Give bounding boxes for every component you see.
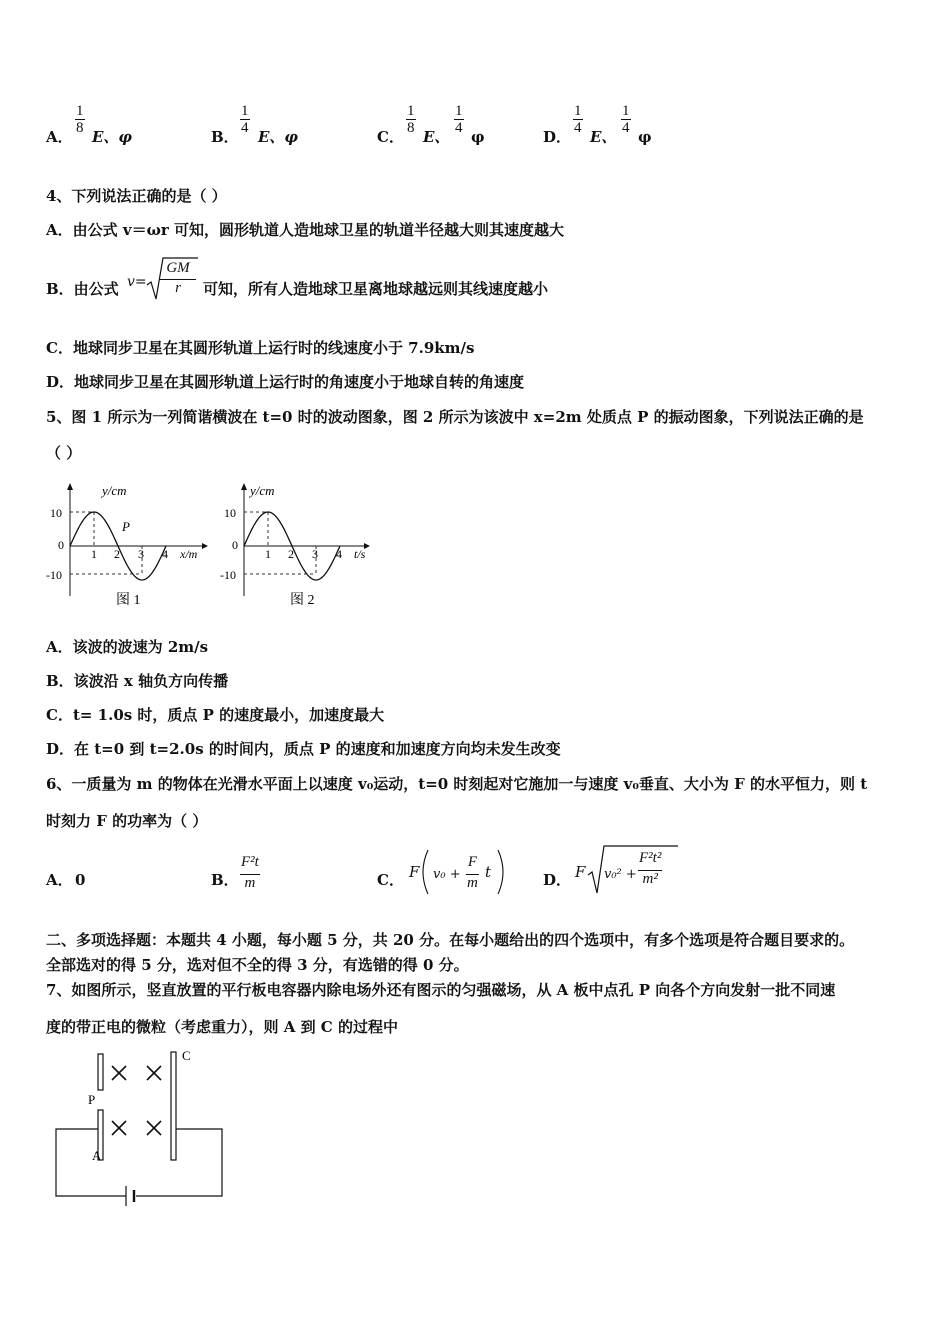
q3-option-b-text: E、φ [258, 128, 299, 146]
q3-option-a-label: A． [46, 128, 73, 146]
fig1-xtick-2: 2 [114, 547, 120, 561]
fig2-xtick-3: 3 [312, 547, 318, 561]
q6-b-numerator: F²t [241, 854, 259, 870]
q3-option-d-fraction-1 [573, 103, 583, 136]
fig2-ylabel: y/cm [250, 483, 275, 498]
q6-d-v0: v₀² + [604, 867, 637, 882]
q6-option-c-label: C． [377, 871, 404, 889]
q6-d-F: F [575, 863, 586, 881]
fig2-ytick-mid: 0 [232, 538, 238, 552]
circuit-wire-right [136, 1129, 222, 1196]
q4-option-a: A．由公式 v＝ωr 可知，圆形轨道人造地球卫星的轨道半径越大则其速度越大 [46, 221, 564, 239]
q3-option-a-fraction [75, 103, 85, 136]
q6-option-d-fraction [638, 850, 662, 887]
q3-option-c-label: C． [377, 128, 404, 146]
fig1-xlabel: x/m [180, 547, 198, 561]
q5-figure-2 [214, 478, 384, 613]
label-c: C [182, 1048, 191, 1063]
plate-c [171, 1052, 176, 1160]
fig1-xtick-1: 1 [91, 547, 97, 561]
q3-option-b-fraction [240, 103, 250, 136]
magnetic-field-icon [112, 1066, 161, 1135]
fig2-y-arrow-icon [241, 483, 247, 490]
fig1-ytick-bot: -10 [46, 568, 62, 582]
q6-option-c-fraction [466, 854, 479, 891]
section-2-line1: 二、多项选择题：本题共 4 小题，每小题 5 分，共 20 分。在每小题给出的四个选项中，有多个选项是符合题目要求的。 [46, 931, 855, 949]
q5-figure-1 [40, 478, 210, 613]
q6-c-v0: v₀ + [433, 867, 461, 882]
q4-formula-numerator: GM [166, 260, 190, 276]
q5-stem-line1: 5、图 1 所示为一列简谐横波在 t=0 时的波动图象，图 2 所示为该波中 x=2m 处质点 P 的振动图象，下列说法正确的是 [46, 408, 864, 426]
fig1-xtick-4: 4 [162, 547, 168, 561]
q3-b-numerator: 1 [241, 103, 249, 119]
q4-formula-denominator: r [160, 279, 196, 296]
fig2-xtick-4: 4 [336, 547, 342, 561]
q3-option-c-fraction-1 [406, 103, 416, 136]
fig1-y-arrow-icon [67, 483, 73, 490]
fig2-ytick-bot: -10 [220, 568, 236, 582]
q6-c-denominator: m [467, 875, 478, 891]
q6-c-t: t [485, 863, 492, 881]
q3-a-denominator: 8 [76, 120, 84, 136]
q3-option-c-fraction-2 [454, 103, 464, 136]
q3-d-denominator-2: 4 [622, 120, 630, 136]
q4-formula-fraction [160, 260, 196, 296]
q6-d-numerator: F²t² [639, 850, 662, 866]
label-a: A [92, 1148, 102, 1163]
q6-option-b-label: B． [211, 871, 239, 889]
q6-option-a-value: 0 [75, 871, 86, 889]
q3-option-a-text: E、φ [92, 128, 133, 146]
label-p: P [88, 1092, 96, 1107]
fig1-ytick-top: 10 [50, 506, 62, 520]
q3-option-c-mid: E、 [423, 128, 450, 146]
fig1-point-p: P [122, 519, 130, 534]
q3-a-numerator: 1 [76, 103, 84, 119]
fig2-caption: 图 2 [290, 593, 315, 608]
q7-stem-line2: 度的带正电的微粒（考虑重力），则 A 到 C 的过程中 [46, 1018, 398, 1036]
fig2-xlabel: t/s [354, 547, 366, 561]
fig2-xtick-1: 1 [265, 547, 271, 561]
q6-c-numerator: F [467, 854, 477, 870]
q7-capacitor-diagram [50, 1044, 240, 1214]
q3-option-d-tail: φ [638, 128, 652, 146]
q4-option-c: C．地球同步卫星在其圆形轨道上运行时的线速度小于 7.9km/s [46, 339, 475, 357]
q6-option-d-label: D． [543, 871, 572, 889]
q6-option-b-fraction [240, 854, 260, 891]
q6-b-denominator: m [240, 874, 260, 891]
q3-c-numerator-2: 1 [455, 103, 463, 119]
q3-d-numerator-1: 1 [574, 103, 582, 119]
fig1-ytick-mid: 0 [58, 538, 64, 552]
q3-option-d-label: D． [543, 128, 572, 146]
q6-option-a-label: A． [46, 871, 73, 889]
q4-option-b-prefix: B．由公式 [46, 280, 119, 298]
circuit-wire-left [56, 1129, 126, 1196]
q6-d-denominator: m² [638, 870, 662, 887]
q3-c-numerator-1: 1 [407, 103, 415, 119]
q4-option-d: D．地球同步卫星在其圆形轨道上运行时的角速度小于地球自转的角速度 [46, 373, 525, 391]
plate-a-upper [98, 1054, 103, 1090]
q4-formula-v: v= [127, 274, 147, 290]
fig1-caption: 图 1 [116, 593, 141, 608]
q6-stem-line1: 6、一质量为 m 的物体在光滑水平面上以速度 v₀运动，t=0 时刻起对它施加一与速度 v₀垂直、大小为 F 的水平恒力，则 t [46, 775, 868, 793]
q5-option-d: D．在 t=0 到 t=2.0s 的时间内，质点 P 的速度和加速度方向均未发生改变 [46, 740, 561, 758]
q5-option-c: C．t= 1.0s 时，质点 P 的速度最小，加速度最大 [46, 706, 385, 724]
q3-c-denominator-1: 8 [407, 120, 415, 136]
q3-option-d-fraction-2 [621, 103, 631, 136]
q5-option-b: B．该波沿 x 轴负方向传播 [46, 672, 229, 690]
q5-option-a: A．该波的波速为 2m/s [46, 638, 209, 656]
q3-d-numerator-2: 1 [622, 103, 630, 119]
fig1-ylabel: y/cm [102, 483, 127, 498]
q7-stem-line1: 7、如图所示，竖直放置的平行板电容器内除电场外还有图示的匀强磁场，从 A 板中点孔 P 向各个方向发射一批不同速 [46, 981, 836, 999]
q4-option-b-suffix: 可知，所有人造地球卫星离地球越远则其线速度越小 [203, 280, 549, 298]
q4-stem: 4、下列说法正确的是（ ） [46, 187, 227, 205]
q6-c-F: F [409, 863, 420, 881]
q3-option-d-mid: E、 [590, 128, 617, 146]
fig2-xtick-2: 2 [288, 547, 294, 561]
fig1-x-arrow-icon [202, 543, 208, 549]
q3-option-b-label: B． [211, 128, 239, 146]
q3-d-denominator-1: 4 [574, 120, 582, 136]
q3-option-c-tail: φ [471, 128, 485, 146]
q3-b-denominator: 4 [241, 120, 249, 136]
q6-stem-line2: 时刻力 F 的功率为（ ） [46, 812, 208, 830]
q3-c-denominator-2: 4 [455, 120, 463, 136]
q5-stem-line2: （ ） [46, 444, 82, 462]
fig1-xtick-3: 3 [138, 547, 144, 561]
fig2-ytick-top: 10 [224, 506, 236, 520]
section-2-line2: 全部选对的得 5 分，选对但不全的得 3 分，有选错的得 0 分。 [46, 956, 469, 974]
